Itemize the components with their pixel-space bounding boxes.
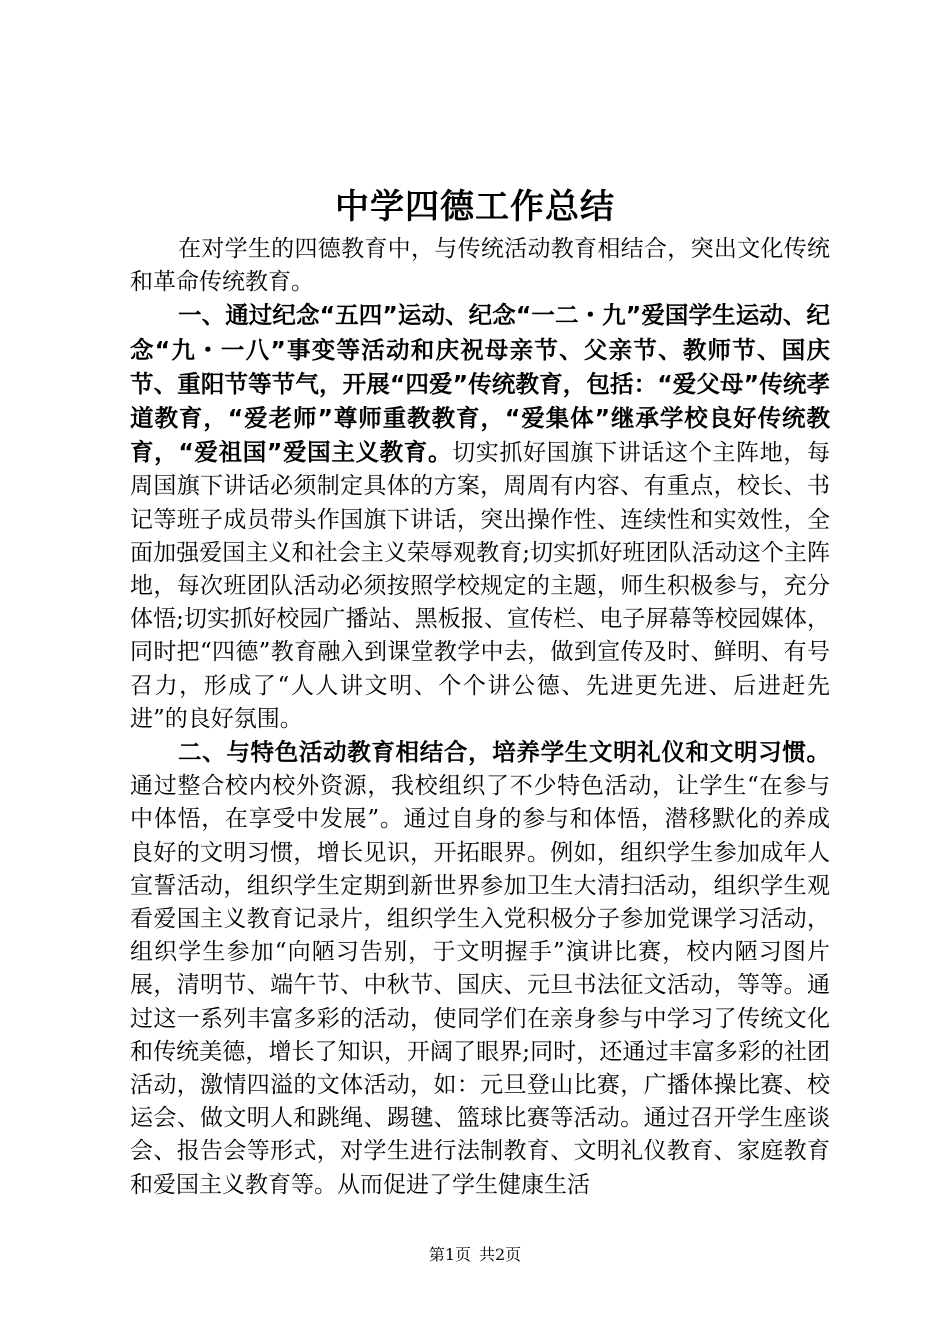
section-1-paragraph	[130, 299, 830, 736]
section-2-paragraph	[130, 736, 830, 1202]
intro-paragraph: 在对学生的四德教育中，与传统活动教育相结合，突出文化传统和革命传统教育。	[130, 236, 830, 296]
page-footer	[0, 1244, 950, 1266]
document-title: 中学四德工作总结	[335, 187, 615, 227]
section-1-heading: 一、通过纪念“五四”运动、纪念“一二・九”爱国学生运动、纪念“九・一八”事变等活动和庆祝母亲节、父亲节、教师节、国庆节、重阳节等节气，开展“四爱”传统教育，包括：“爱父母”传统孝道教育，“爱老师”尊师重教教育，“爱集体”继承学校良好传统教育，“爱祖国”爱国主义教育。	[130, 301, 830, 467]
page-total: 共2页	[479, 1245, 522, 1264]
section-1-body: 切实抓好国旗下讲话这个主阵地，每周国旗下讲话必须制定具体的方案，周周有内容、有重点，校长、书记等班子成员带头作国旗下讲话，突出操作性、连续性和实效性，全面加强爱国主义和社会主义荣辱观教育;切实抓好班团队活动这个主阵地，每次班团队活动必须按照学校规定的主题，师生积极参与，充分体悟;切实抓好校园广播站、黑板报、宣传栏、电子屏幕等校园媒体，同时把“四德”教育融入到课堂教学中去，做到宣传及时、鲜明、有号召力，形成了“人人讲文明、个个讲公德、先进更先进、后进赶先进”的良好氛围。	[130, 440, 831, 732]
section-2-heading: 二、与特色活动教育相结合，培养学生文明礼仪和文明习惯。	[178, 738, 830, 767]
page-number: 第1页	[428, 1245, 471, 1264]
document-body	[130, 233, 830, 1202]
section-2-body: 通过整合校内校外资源，我校组织了不少特色活动，让学生“在参与中体悟，在享受中发展”。通过自身的参与和体悟，潜移默化的养成良好的文明习惯，增长见识，开拓眼界。例如，组织学生参加成年人宣誓活动，组织学生定期到新世界参加卫生大清扫活动，组织学生观看爱国主义教育记录片，组织学生入党积极分子参加党课学习活动，组织学生参加“向陋习告别，于文明握手”演讲比赛，校内陋习图片展，清明节、端午节、中秋节、国庆、元旦书法征文活动，等等。通过这一系列丰富多彩的活动，使同学们在亲身参与中学习了传统文化和传统美德，增长了知识，开阔了眼界;同时，还通过丰富多彩的社团活动，激情四溢的文体活动，如：元旦登山比赛，广播体操比赛、校运会、做文明人和跳绳、踢毽、篮球比赛等活动。通过召开学生座谈会、报告会等形式，对学生进行法制教育、文明礼仪教育、家庭教育和爱国主义教育等。从而促进了学生健康生活	[130, 773, 830, 1198]
